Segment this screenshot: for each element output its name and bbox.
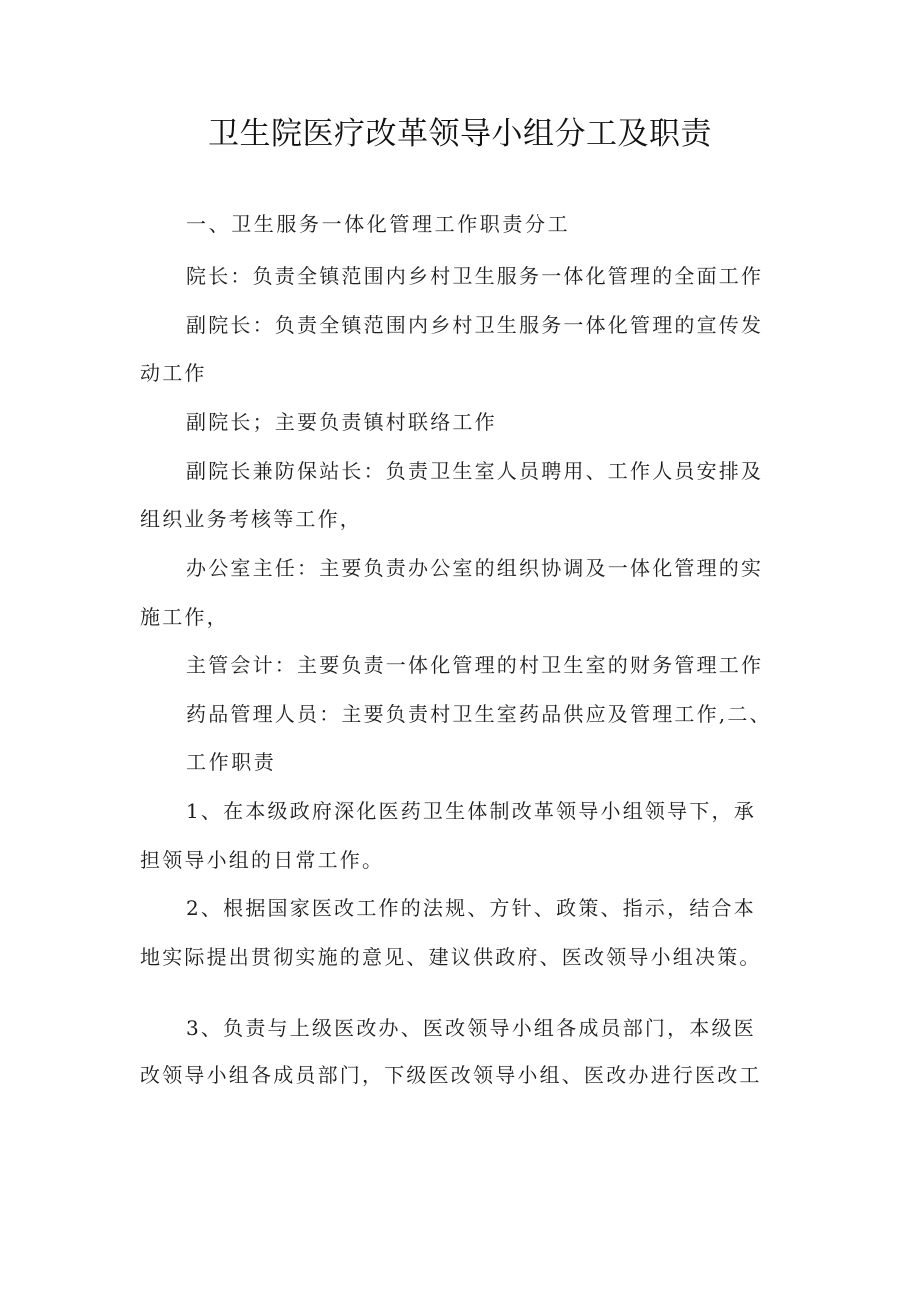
section-heading-2: 工作职责 <box>186 750 277 774</box>
paragraph-drug-manager: 药品管理人员：主要负责村卫生室药品供应及管理工作,二、 <box>186 702 772 726</box>
list-item-3-cont: 改领导小组各成员部门，下级医改领导小组、医改办进行医改工 <box>140 1063 762 1087</box>
list-item-2: 2、根据国家医改工作的法规、方针、政策、指示，结合本 <box>186 896 756 920</box>
document-title: 卫生院医疗改革领导小组分工及职责 <box>208 116 712 152</box>
paragraph-accountant: 主管会计：主要负责一体化管理的村卫生室的财务管理工作 <box>186 653 764 677</box>
paragraph-vice-president-station: 副院长兼防保站长：负责卫生室人员聘用、工作人员安排及 <box>186 459 764 483</box>
section-heading-1: 一、卫生服务一体化管理工作职责分工 <box>186 212 571 236</box>
paragraph-office-director: 办公室主任：主要负责办公室的组织协调及一体化管理的实 <box>186 556 764 580</box>
list-item-3: 3、负责与上级医改办、医改领导小组各成员部门，本级医 <box>186 1016 756 1040</box>
paragraph-vice-president-2: 副院长；主要负责镇村联络工作 <box>186 410 497 434</box>
paragraph-office-director-cont: 施工作， <box>140 605 229 629</box>
paragraph-president: 院长：负责全镇范围内乡村卫生服务一体化管理的全面工作 <box>186 264 764 288</box>
list-item-1: 1、在本级政府深化医药卫生体制改革领导小组领导下，承 <box>186 799 756 823</box>
paragraph-vice-president-1-cont: 动工作 <box>140 361 207 385</box>
list-item-2-cont: 地实际提出贯彻实施的意见、建议供政府、医改领导小组决策。 <box>140 945 762 969</box>
paragraph-vice-president-station-cont: 组织业务考核等工作， <box>140 507 362 531</box>
paragraph-vice-president-1: 副院长：负责全镇范围内乡村卫生服务一体化管理的宣传发 <box>186 313 764 337</box>
list-item-1-cont: 担领导小组的日常工作。 <box>140 848 385 872</box>
